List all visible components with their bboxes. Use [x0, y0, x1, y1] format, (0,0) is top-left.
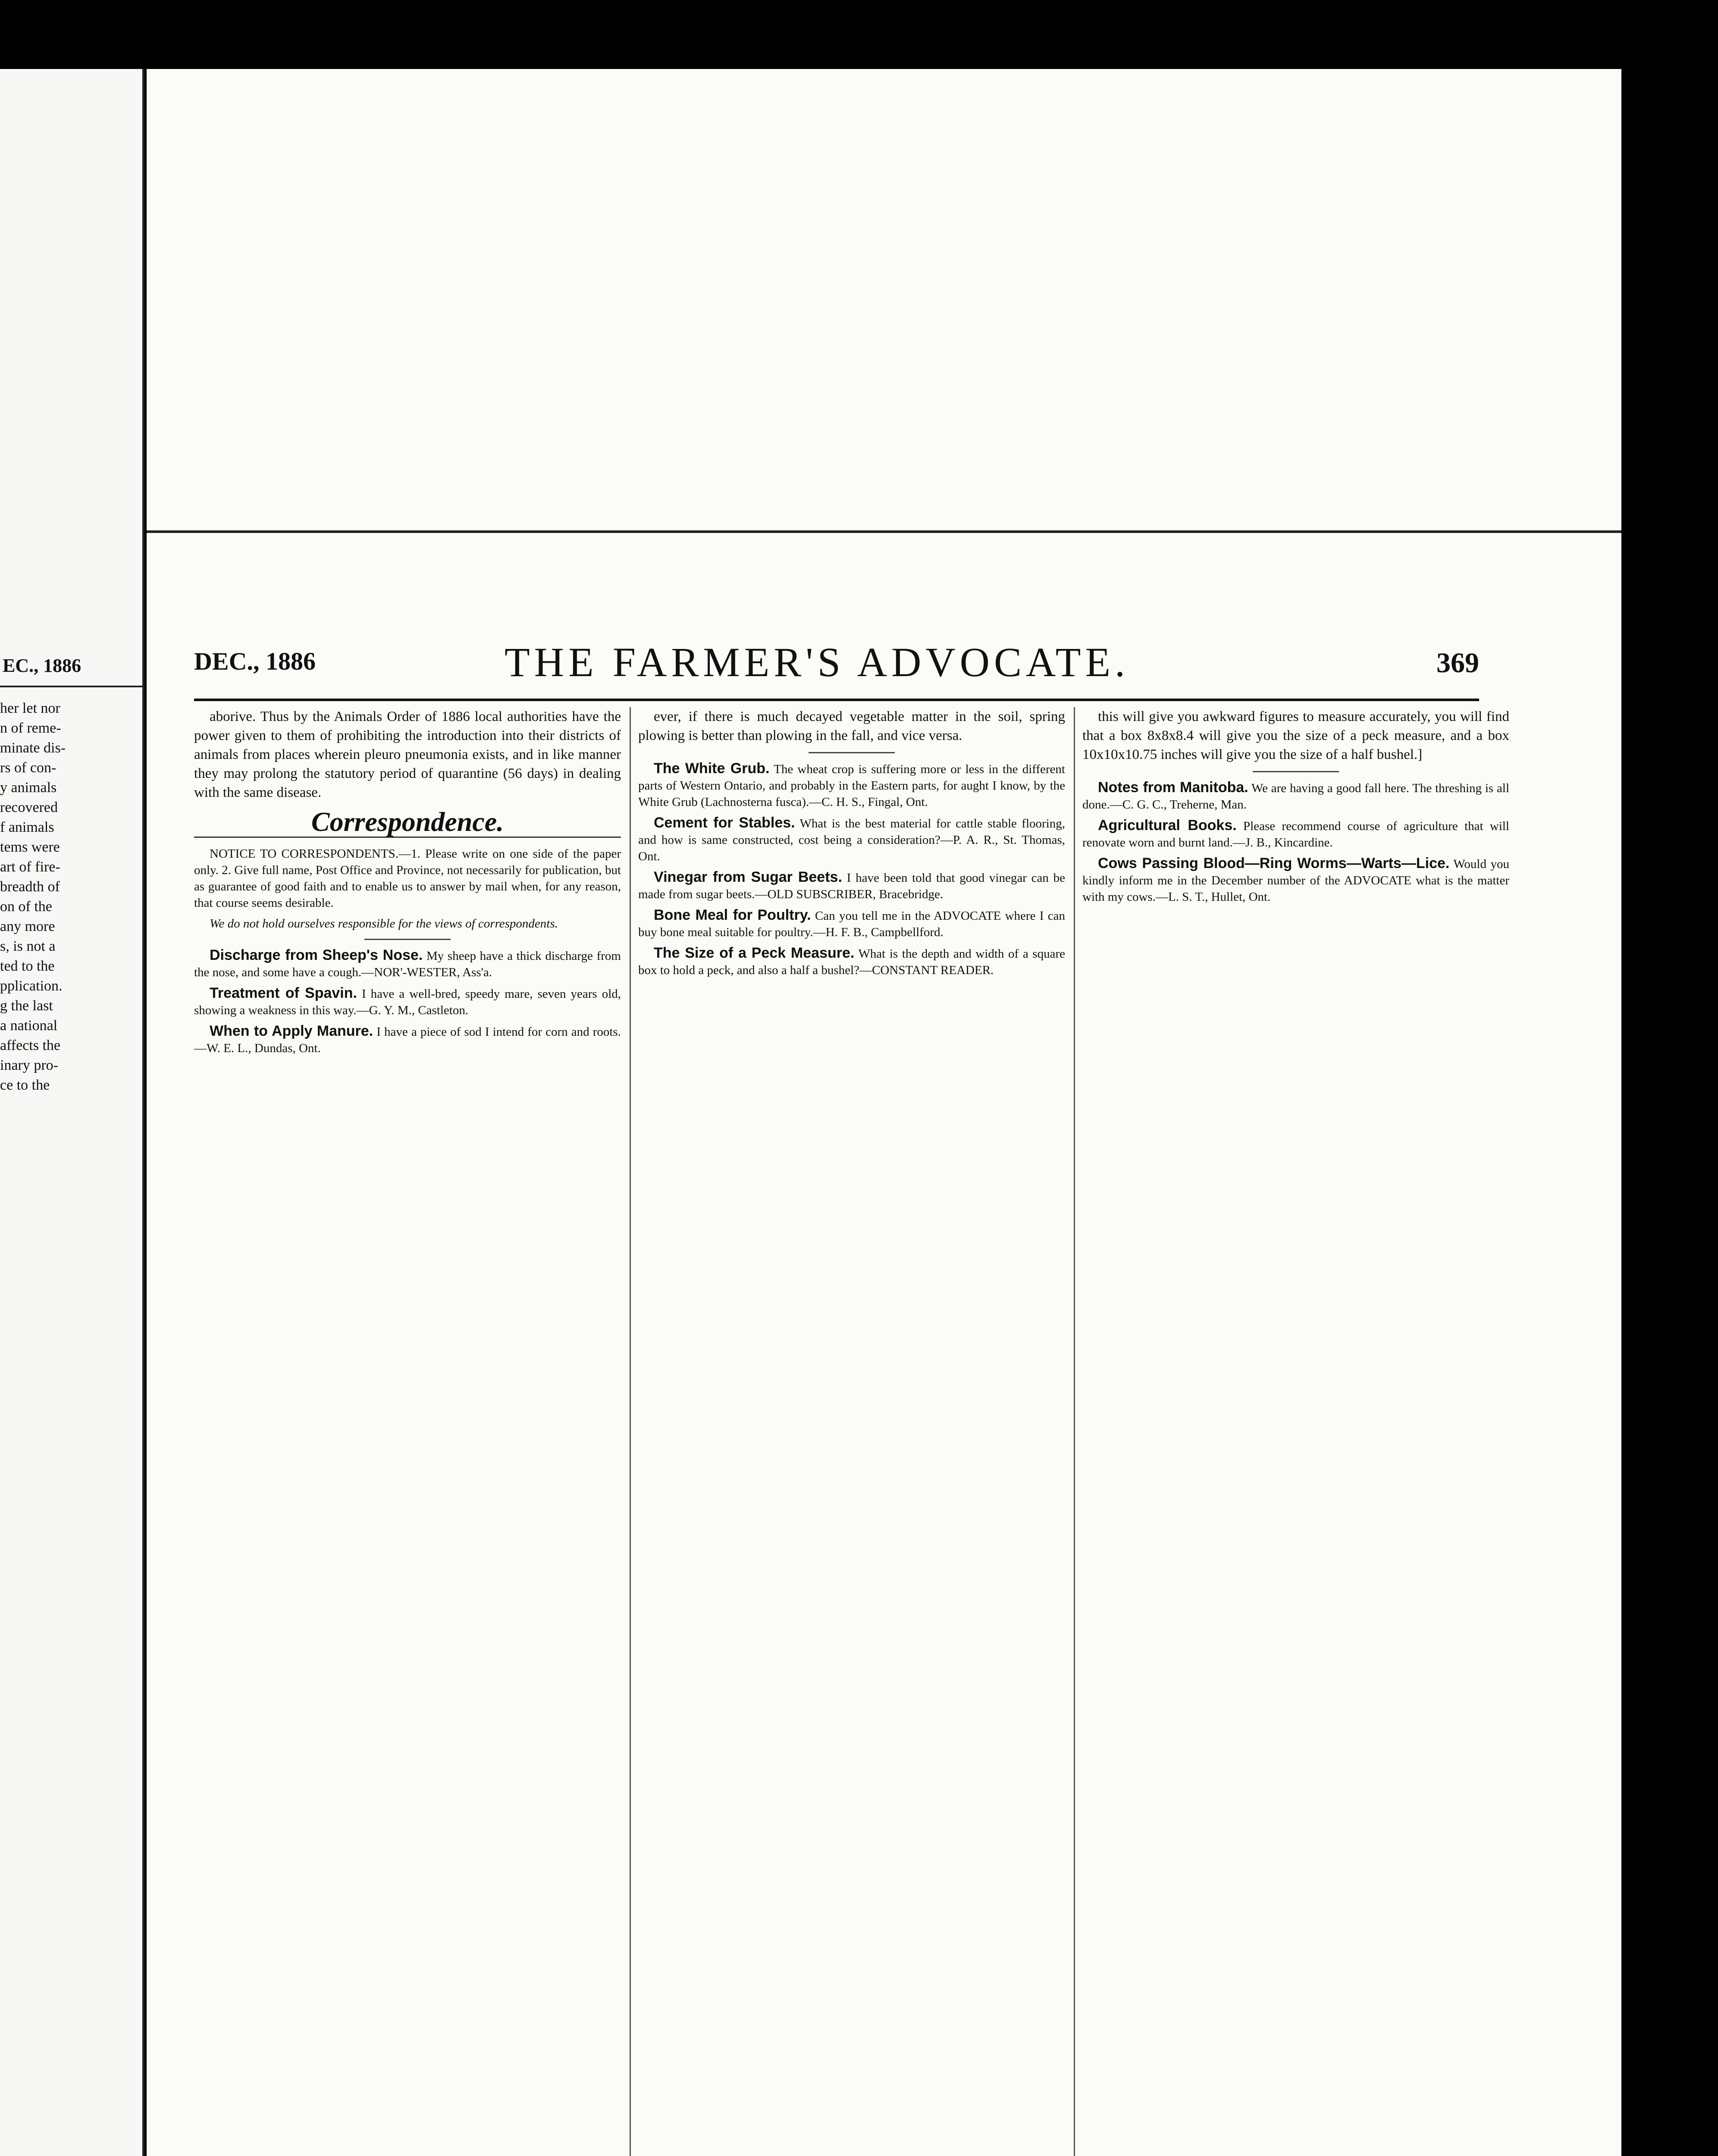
letter-text: My sheep have a thick discharge from the nose, and some have a cough.—NOR'-WESTER, Ass'a.: [194, 949, 621, 979]
disclaimer: We do not hold ourselves responsible for the views of correspondents.: [210, 917, 558, 931]
letter-item: [194, 985, 621, 1018]
letter-heading: Treatment of Spavin.: [210, 985, 357, 1001]
masthead: [194, 634, 1479, 701]
previous-page-line: her let nor: [0, 700, 60, 716]
notice-paragraph: NOTICE TO CORRESPONDENTS.—1. Please write on one side of the paper only. 2. Give full name, Post Office and Province, not necessarily for publication, but as guarantee of good faith and to enable us to answer by mail when, for any reason, that course seems desirable.: [194, 847, 621, 910]
letter-heading: Vinegar from Sugar Beets.: [654, 869, 842, 885]
letter-item: [1082, 817, 1509, 851]
letter-text: What is the best material for cattle stable flooring, and how is same constructed, cost being a consideration?—P. A. R., St. Thomas, Ont.: [638, 817, 1065, 863]
previous-page-fragment: [0, 69, 144, 2156]
letter-heading: The Size of a Peck Measure.: [654, 945, 855, 961]
column-2: [638, 707, 1065, 2156]
previous-page-line: g the last: [0, 998, 53, 1014]
section-heading: Correspondence.: [194, 812, 621, 838]
letter-text: We are having a good fall here. The threshing is all done.—C. G. C., Treherne, Man.: [1082, 781, 1509, 812]
previous-page-line: a national: [0, 1018, 58, 1034]
page-number: 369: [1436, 647, 1479, 679]
previous-page-line: inary pro-: [0, 1057, 59, 1073]
previous-page-line: pplication.: [0, 978, 63, 994]
previous-page-line: ce to the: [0, 1077, 50, 1093]
separator: [364, 939, 451, 940]
letter-text: What is the depth and width of a square box to hold a peck, and also a half a bushel?—CONSTANT READER.: [638, 947, 1065, 977]
blank-upper-margin: [147, 69, 1621, 530]
newspaper-page: [147, 69, 1621, 2156]
previous-page-line: on of the: [0, 899, 52, 915]
letter-text: I have a well-bred, speedy mare, seven years old, showing a weakness in this way.—G. Y. M., Castleton.: [194, 987, 621, 1017]
previous-page-line: any more: [0, 918, 55, 934]
previous-page-line: minate dis-: [0, 740, 66, 756]
letter-item: [638, 760, 1065, 810]
letter-heading: The White Grub.: [654, 760, 770, 777]
letter-text: I have been told that good vinegar can be made from sugar beets.—OLD SUBSCRIBER, Bracebridge.: [638, 871, 1065, 901]
letter-heading: Discharge from Sheep's Nose.: [210, 947, 423, 963]
letter-heading: Cement for Stables.: [654, 815, 795, 831]
previous-page-line: affects the: [0, 1037, 61, 1053]
issue-date: DEC., 1886: [194, 647, 316, 675]
previous-page-line: ted to the: [0, 958, 55, 974]
letter-text: Would you kindly inform me in the December number of the ADVOCATE what is the matter with my cows.—L. S. T., Hullet, Ont.: [1082, 857, 1509, 904]
letter-heading: Agricultural Books.: [1098, 817, 1237, 834]
letter-heading: Notes from Manitoba.: [1098, 779, 1248, 796]
previous-page-line: y animals: [0, 780, 57, 796]
separator: [1253, 771, 1339, 772]
previous-page-line: tems were: [0, 839, 60, 855]
previous-page-line: n of reme-: [0, 720, 61, 736]
fold-edge: [147, 530, 1621, 533]
column-divider: [1074, 707, 1075, 2156]
previous-page-line: s, is not a: [0, 938, 56, 954]
letter-text: Can you tell me in the ADVOCATE where I can buy bone meal suitable for poultry.—H. F. B., Campbellford.: [638, 909, 1065, 939]
letter-item: [1082, 855, 1509, 905]
letter-heading: Bone Meal for Poultry.: [654, 907, 811, 923]
paragraph: this will give you awkward figures to measure accurately, you will find that a box 8x8x8.4 will give you the size of a peck measure, and a box 10x10x10.75 inches will give you the size of a half bushel.]: [1082, 709, 1509, 762]
column-1: [194, 707, 621, 2156]
publication-title: THE FARMER'S ADVOCATE.: [505, 639, 1129, 685]
previous-page-line: art of fire-: [0, 859, 60, 875]
previous-page-date: EC., 1886: [3, 655, 82, 676]
paragraph: aborive. Thus by the Animals Order of 1886 local authorities have the power given to them of prohibiting the introduction into their districts of animals from places wherein pleuro pneumonia exists, and in like manner they may prolong the statutory period of quarantine (56 days) in dealing with the same disease.: [194, 709, 621, 800]
letter-item: [638, 945, 1065, 978]
letter-heading: When to Apply Manure.: [210, 1023, 373, 1039]
separator: [809, 752, 895, 753]
previous-page-line: recovered: [0, 799, 58, 815]
previous-page-line: breadth of: [0, 879, 60, 895]
column-3: [1082, 707, 1509, 2156]
letter-text: I have a piece of sod I intend for corn and roots.—W. E. L., Dundas, Ont.: [194, 1025, 621, 1055]
letter-item: [194, 947, 621, 981]
previous-page-header: [0, 647, 142, 687]
letter-item: [1082, 779, 1509, 813]
column-divider: [630, 707, 631, 2156]
letter-item: [638, 815, 1065, 865]
letter-text: The wheat crop is suffering more or less in the different parts of Western Ontario, and probably in the Eastern parts, for aught I know, by the White Grub (Lachnosterna fusca).—C. H. S., Fingal, Ont.: [638, 762, 1065, 809]
letter-item: [194, 1023, 621, 1056]
previous-page-text: [0, 699, 138, 2156]
previous-page-line: f animals: [0, 819, 54, 835]
previous-page-line: rs of con-: [0, 760, 56, 776]
letter-item: [638, 869, 1065, 903]
letter-item: [638, 907, 1065, 940]
letter-text: Please recommend course of agriculture that will renovate worn and burnt land.—J. B., Kincardine.: [1082, 819, 1509, 849]
letter-heading: Cows Passing Blood—Ring Worms—Warts—Lice.: [1098, 855, 1450, 871]
paragraph: ever, if there is much decayed vegetable matter in the soil, spring plowing is better than plowing in the fall, and vice versa.: [638, 709, 1065, 743]
article-columns: [194, 707, 1509, 2156]
